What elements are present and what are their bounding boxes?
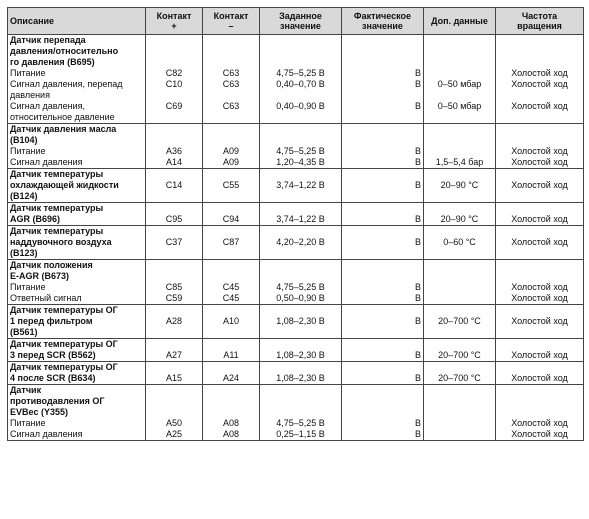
contact-minus-value: A24	[222, 373, 239, 383]
rotation-speed-value: Холостой ход	[511, 68, 568, 78]
sensor-group-row	[8, 124, 584, 169]
contact-plus-value: A28	[165, 316, 182, 326]
sensor-title: Датчик температуры ОГ	[10, 305, 118, 315]
sensor-signal-label: Питание	[10, 418, 46, 428]
sensor-title: Датчик температуры	[10, 203, 104, 213]
set-value-cell	[260, 260, 342, 305]
set-value-value: 4,75–5,25 В	[276, 68, 325, 78]
set-value-value: 4,75–5,25 В	[276, 418, 325, 428]
actual-value-cell	[342, 260, 424, 305]
extra-data-value: 1,5–5,4 бар	[435, 157, 484, 167]
sensor-title: (B123)	[10, 248, 38, 258]
sensor-title: 4 после SCR (B634)	[10, 373, 96, 383]
rotation-speed-value: Холостой ход	[511, 350, 568, 360]
extra-data-value: 0–50 мбар	[437, 79, 482, 89]
set-value-value: 0,25–1,15 В	[276, 429, 325, 439]
rotation-speed-value: Холостой ход	[511, 316, 568, 326]
set-value-cell	[260, 124, 342, 169]
contact-plus-cell	[146, 226, 203, 260]
sensor-title: E-AGR (B673)	[10, 271, 70, 281]
contact-plus-cell	[146, 385, 203, 441]
set-value-cell	[260, 203, 342, 226]
extra-data-value	[426, 429, 493, 440]
sensor-description-cell	[8, 362, 146, 385]
actual-value-cell	[342, 362, 424, 385]
set-value-cell	[260, 339, 342, 362]
contact-minus-value: C63	[222, 79, 240, 89]
sensor-signal-label: Питание	[10, 68, 46, 78]
set-value-cell	[260, 169, 342, 203]
rotation-speed-cell	[496, 124, 584, 169]
rotation-speed-cell	[496, 362, 584, 385]
actual-value-value: В	[414, 101, 421, 111]
set-value-value: 1,20–4,35 В	[276, 157, 325, 167]
rotation-speed-cell	[496, 169, 584, 203]
contact-plus-cell	[146, 203, 203, 226]
extra-data-value	[426, 293, 493, 304]
sensor-title: Датчик температуры ОГ	[10, 362, 118, 372]
sensor-group-row	[8, 260, 584, 305]
rotation-speed-value: Холостой ход	[511, 157, 568, 167]
sensor-description-cell	[8, 260, 146, 305]
contact-minus-value: C87	[222, 237, 240, 247]
rotation-speed-value: Холостой ход	[511, 146, 568, 156]
rotation-speed-cell	[496, 305, 584, 339]
extra-data-value: 0–60 °C	[443, 237, 476, 247]
sensor-signal-label: Питание	[10, 146, 46, 156]
contact-minus-cell	[203, 385, 260, 441]
contact-minus-value: C63	[222, 101, 240, 111]
sensor-title: Датчик перепада	[10, 35, 86, 45]
actual-value-value: В	[414, 214, 421, 224]
actual-value-cell	[342, 305, 424, 339]
set-value-cell	[260, 35, 342, 124]
sensor-signal-label: Питание	[10, 282, 46, 292]
rotation-speed-cell	[496, 35, 584, 124]
set-value-value: 1,08–2,30 В	[276, 350, 325, 360]
contact-plus-value: C82	[165, 68, 183, 78]
sensor-title: (B124)	[10, 191, 38, 201]
rotation-speed-value: Холостой ход	[511, 101, 568, 111]
sensor-group-row	[8, 339, 584, 362]
contact-minus-value: C94	[222, 214, 240, 224]
sensor-signal-label: Сигнал давления,	[10, 101, 85, 111]
header-description: Описание	[8, 8, 146, 35]
contact-plus-value: A25	[165, 429, 182, 439]
contact-minus-cell	[203, 203, 260, 226]
rotation-speed-value: Холостой ход	[511, 237, 568, 247]
sensor-description-cell	[8, 339, 146, 362]
sensor-description-cell	[8, 124, 146, 169]
actual-value-value: В	[414, 237, 421, 247]
set-value-value: 0,50–0,90 В	[276, 293, 325, 303]
header-set-value: Заданное значение	[260, 8, 342, 35]
rotation-speed-cell	[496, 203, 584, 226]
header-actual-value: Фактическое значение	[342, 8, 424, 35]
contact-plus-value: A14	[165, 157, 182, 167]
actual-value-cell	[342, 226, 424, 260]
actual-value-value: В	[414, 418, 421, 428]
sensor-description-cell	[8, 35, 146, 124]
contact-minus-cell	[203, 124, 260, 169]
contact-plus-value: C69	[165, 101, 183, 111]
contact-plus-value: A50	[165, 418, 182, 428]
rotation-speed-value: Холостой ход	[511, 282, 568, 292]
document-page	[7, 7, 583, 514]
set-value-cell	[260, 362, 342, 385]
set-value-cell	[260, 226, 342, 260]
set-value-value: 1,08–2,30 В	[276, 316, 325, 326]
extra-data-cell	[424, 124, 496, 169]
contact-plus-value: C14	[165, 180, 183, 190]
rotation-speed-value: Холостой ход	[511, 180, 568, 190]
contact-plus-value: C10	[165, 79, 183, 89]
contact-minus-value: A09	[222, 146, 239, 156]
actual-value-cell	[342, 339, 424, 362]
set-value-value: 3,74–1,22 В	[276, 180, 325, 190]
contact-plus-cell	[146, 260, 203, 305]
sensor-group-row	[8, 385, 584, 441]
extra-data-value	[426, 418, 493, 429]
extra-data-cell	[424, 203, 496, 226]
set-value-value: 1,08–2,30 В	[276, 373, 325, 383]
contact-minus-cell	[203, 305, 260, 339]
contact-plus-cell	[146, 362, 203, 385]
extra-data-cell	[424, 305, 496, 339]
contact-plus-cell	[146, 124, 203, 169]
sensor-title: Датчик давления масла	[10, 124, 117, 134]
sensor-description-cell	[8, 203, 146, 226]
sensor-title: 3 перед SCR (B562)	[10, 350, 96, 360]
sensor-signal-label: Сигнал давления, перепад	[10, 79, 123, 89]
sensor-title: EVBec (Y355)	[10, 407, 69, 417]
sensor-signal-label: Сигнал давления	[10, 157, 83, 167]
contact-minus-value: A08	[222, 429, 239, 439]
sensor-description-cell	[8, 169, 146, 203]
rotation-speed-value: Холостой ход	[511, 293, 568, 303]
rotation-speed-cell	[496, 260, 584, 305]
contact-minus-value: A11	[223, 350, 239, 360]
sensor-signal-label: Ответный сигнал	[10, 293, 82, 303]
actual-value-value: В	[414, 282, 421, 292]
contact-minus-value: A10	[222, 316, 239, 326]
sensor-title: охлаждающей жидкости	[10, 180, 119, 190]
sensor-signal-label: Сигнал давления	[10, 429, 83, 439]
extra-data-value	[426, 282, 493, 293]
sensor-title: (B561)	[10, 327, 38, 337]
set-value-cell	[260, 305, 342, 339]
contact-plus-value: C85	[165, 282, 183, 292]
contact-plus-cell	[146, 169, 203, 203]
contact-minus-value: C45	[222, 282, 240, 292]
sensor-title: Датчик положения	[10, 260, 93, 270]
actual-value-value: В	[414, 316, 421, 326]
extra-data-cell	[424, 35, 496, 124]
set-value-value: 0,40–0,90 В	[276, 101, 325, 111]
contact-minus-value: C45	[222, 293, 240, 303]
extra-data-value	[426, 146, 493, 157]
sensor-title: наддувочного воздуха	[10, 237, 112, 247]
extra-data-cell	[424, 339, 496, 362]
sensor-description-cell	[8, 385, 146, 441]
actual-value-value: В	[414, 68, 421, 78]
contact-plus-cell	[146, 35, 203, 124]
actual-value-value: В	[414, 146, 421, 156]
contact-minus-cell	[203, 260, 260, 305]
actual-value-cell	[342, 35, 424, 124]
header-extra-data: Доп. данные	[424, 8, 496, 35]
sensor-group-row	[8, 169, 584, 203]
sensor-signal-label: давления	[10, 90, 50, 100]
contact-minus-value: A09	[222, 157, 239, 167]
contact-plus-value: C59	[165, 293, 183, 303]
contact-plus-value: A36	[165, 146, 182, 156]
contact-minus-value: A08	[222, 418, 239, 428]
extra-data-value: 20–90 °C	[440, 180, 479, 190]
actual-value-cell	[342, 203, 424, 226]
sensor-title: Датчик температуры ОГ	[10, 339, 118, 349]
set-value-cell	[260, 385, 342, 441]
extra-data-cell	[424, 385, 496, 441]
sensor-title: (B104)	[10, 135, 38, 145]
contact-minus-cell	[203, 339, 260, 362]
actual-value-value: В	[414, 293, 421, 303]
table-body	[8, 35, 584, 441]
rotation-speed-cell	[496, 339, 584, 362]
rotation-speed-cell	[496, 385, 584, 441]
contact-minus-cell	[203, 169, 260, 203]
header-rotation-speed: Частота вращения	[496, 8, 584, 35]
extra-data-cell	[424, 226, 496, 260]
extra-data-cell	[424, 260, 496, 305]
rotation-speed-value: Холостой ход	[511, 214, 568, 224]
contact-plus-cell	[146, 339, 203, 362]
actual-value-cell	[342, 124, 424, 169]
rotation-speed-value: Холостой ход	[511, 429, 568, 439]
contact-plus-cell	[146, 305, 203, 339]
sensor-title: противодавления ОГ	[10, 396, 105, 406]
sensor-title: AGR (B696)	[10, 214, 61, 224]
extra-data-cell	[424, 362, 496, 385]
actual-value-value: В	[414, 157, 421, 167]
sensor-group-row	[8, 35, 584, 124]
contact-minus-cell	[203, 362, 260, 385]
sensor-title: давления/относительно	[10, 46, 119, 56]
actual-value-value: В	[414, 350, 421, 360]
actual-value-cell	[342, 169, 424, 203]
sensor-table	[7, 7, 584, 441]
sensor-description-cell	[8, 305, 146, 339]
actual-value-cell	[342, 385, 424, 441]
extra-data-value: 20–700 °C	[438, 373, 481, 383]
rotation-speed-value: Холостой ход	[511, 418, 568, 428]
sensor-group-row	[8, 305, 584, 339]
sensor-title: Датчик температуры	[10, 169, 104, 179]
set-value-value: 0,40–0,70 В	[276, 79, 325, 89]
rotation-speed-value: Холостой ход	[511, 79, 568, 89]
header-contact-plus: Контакт +	[146, 8, 203, 35]
contact-plus-value: A27	[165, 350, 182, 360]
actual-value-value: В	[414, 180, 421, 190]
actual-value-value: В	[414, 373, 421, 383]
contact-minus-cell	[203, 35, 260, 124]
sensor-group-row	[8, 203, 584, 226]
sensor-title: го давления (B695)	[10, 57, 95, 67]
set-value-value: 3,74–1,22 В	[276, 214, 325, 224]
set-value-value: 4,75–5,25 В	[276, 282, 325, 292]
actual-value-value: В	[414, 79, 421, 89]
sensor-group-row	[8, 226, 584, 260]
extra-data-value: 20–700 °C	[438, 316, 481, 326]
contact-minus-value: C55	[222, 180, 240, 190]
sensor-title: Датчик	[10, 385, 42, 395]
rotation-speed-value: Холостой ход	[511, 373, 568, 383]
set-value-value: 4,20–2,20 В	[276, 237, 325, 247]
rotation-speed-cell	[496, 226, 584, 260]
extra-data-value	[426, 68, 493, 79]
sensor-group-row	[8, 362, 584, 385]
extra-data-value: 20–700 °C	[438, 350, 481, 360]
sensor-signal-label: относительное давление	[10, 112, 115, 122]
extra-data-value: 20–90 °C	[440, 214, 479, 224]
sensor-description-cell	[8, 226, 146, 260]
header-row	[8, 8, 584, 35]
extra-data-cell	[424, 169, 496, 203]
extra-data-value: 0–50 мбар	[437, 101, 482, 111]
contact-plus-value: C95	[165, 214, 183, 224]
sensor-title: Датчик температуры	[10, 226, 104, 236]
contact-minus-value: C63	[222, 68, 240, 78]
actual-value-value: В	[414, 429, 421, 439]
contact-plus-value: A15	[165, 373, 182, 383]
contact-minus-cell	[203, 226, 260, 260]
sensor-title: 1 перед фильтром	[10, 316, 93, 326]
contact-plus-value: C37	[165, 237, 183, 247]
set-value-value: 4,75–5,25 В	[276, 146, 325, 156]
header-contact-minus: Контакт –	[203, 8, 260, 35]
